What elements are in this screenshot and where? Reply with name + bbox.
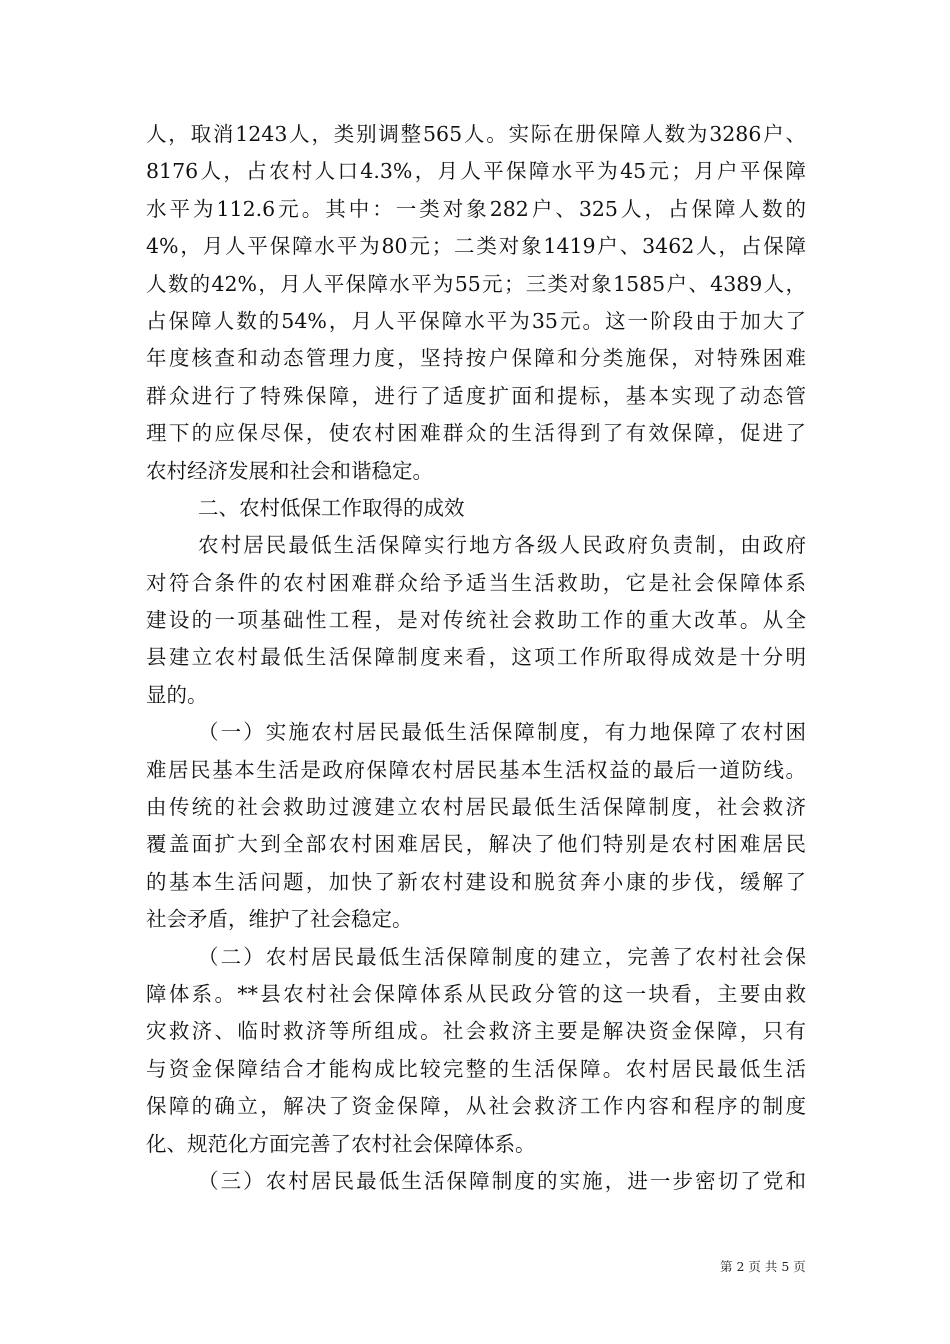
text-line: （三）农村居民最低生活保障制度的实施，进一步密切了党和 — [198, 1168, 806, 1193]
text-line: 群众进行了特殊保障，进行了适度扩面和提标，基本实现了动态管 — [146, 383, 806, 408]
paragraph — [146, 116, 806, 490]
text-line: 8176人，占农村人口4.3%，月人平保障水平为45元；月户平保障 — [146, 159, 806, 184]
paragraph — [146, 527, 806, 714]
paragraph — [146, 714, 806, 938]
text-line: 农村居民最低生活保障实行地方各级人民政府负责制，由政府 — [198, 533, 806, 558]
paragraph — [146, 939, 806, 1163]
text-line: 难居民基本生活是政府保障农村居民基本生活权益的最后一道防线。 — [146, 757, 806, 782]
page-number: 第 2 页 共 5 页 — [720, 1259, 806, 1274]
section-heading — [146, 490, 806, 527]
text-line: 农村经济发展和社会和谐稳定。 — [146, 458, 433, 483]
text-line: 人数的42%，月人平保障水平为55元；三类对象1585户、4389人， — [146, 271, 806, 296]
text-line: 县建立农村最低生活保障制度来看，这项工作所取得成效是十分明 — [146, 645, 806, 670]
text-line: 化、规范化方面完善了农村社会保障体系。 — [146, 1131, 536, 1156]
text-line: 二、农村低保工作取得的成效 — [198, 495, 465, 520]
text-line: 占保障人数的54%，月人平保障水平为35元。这一阶段由于加大了 — [146, 308, 806, 333]
text-line: 建设的一项基础性工程，是对传统社会救助工作的重大改革。从全 — [146, 608, 806, 633]
text-line: 灾救济、临时救济等所组成。社会救济主要是解决资金保障，只有 — [146, 1019, 806, 1044]
text-line: 与资金保障结合才能构成比较完整的生活保障。农村居民最低生活 — [146, 1056, 806, 1081]
text-line: 理下的应保尽保，使农村困难群众的生活得到了有效保障，促进了 — [146, 421, 806, 446]
text-line: 的基本生活问题，加快了新农村建设和脱贫奔小康的步伐，缓解了 — [146, 869, 806, 894]
text-line: 保障的确立，解决了资金保障，从社会救济工作内容和程序的制度 — [146, 1094, 806, 1119]
text-line: 年度核查和动态管理力度，坚持按户保障和分类施保，对特殊困难 — [146, 346, 806, 371]
text-line: （一）实施农村居民最低生活保障制度，有力地保障了农村困 — [198, 720, 806, 745]
body-text — [146, 116, 806, 1200]
text-line: 水平为112.6元。其中：一类对象282户、325人，占保障人数的 — [146, 196, 806, 221]
text-line: 4%，月人平保障水平为80元；二类对象1419户、3462人，占保障 — [146, 234, 806, 259]
text-line: 社会矛盾，维护了社会稳定。 — [146, 907, 413, 932]
text-line: 由传统的社会救助过渡建立农村居民最低生活保障制度，社会救济 — [146, 795, 806, 820]
text-line: 覆盖面扩大到全部农村困难居民，解决了他们特别是农村困难居民 — [146, 832, 806, 857]
text-line: 障体系。**县农村社会保障体系从民政分管的这一块看，主要由救 — [146, 981, 806, 1006]
text-line: 对符合条件的农村困难群众给予适当生活救助，它是社会保障体系 — [146, 570, 806, 595]
text-line: 人，取消1243人，类别调整565人。实际在册保障人数为3286户、 — [146, 122, 806, 146]
text-line: （二）农村居民最低生活保障制度的建立，完善了农村社会保 — [198, 944, 806, 969]
paragraph — [146, 1163, 806, 1200]
text-line: 显的。 — [146, 682, 208, 707]
